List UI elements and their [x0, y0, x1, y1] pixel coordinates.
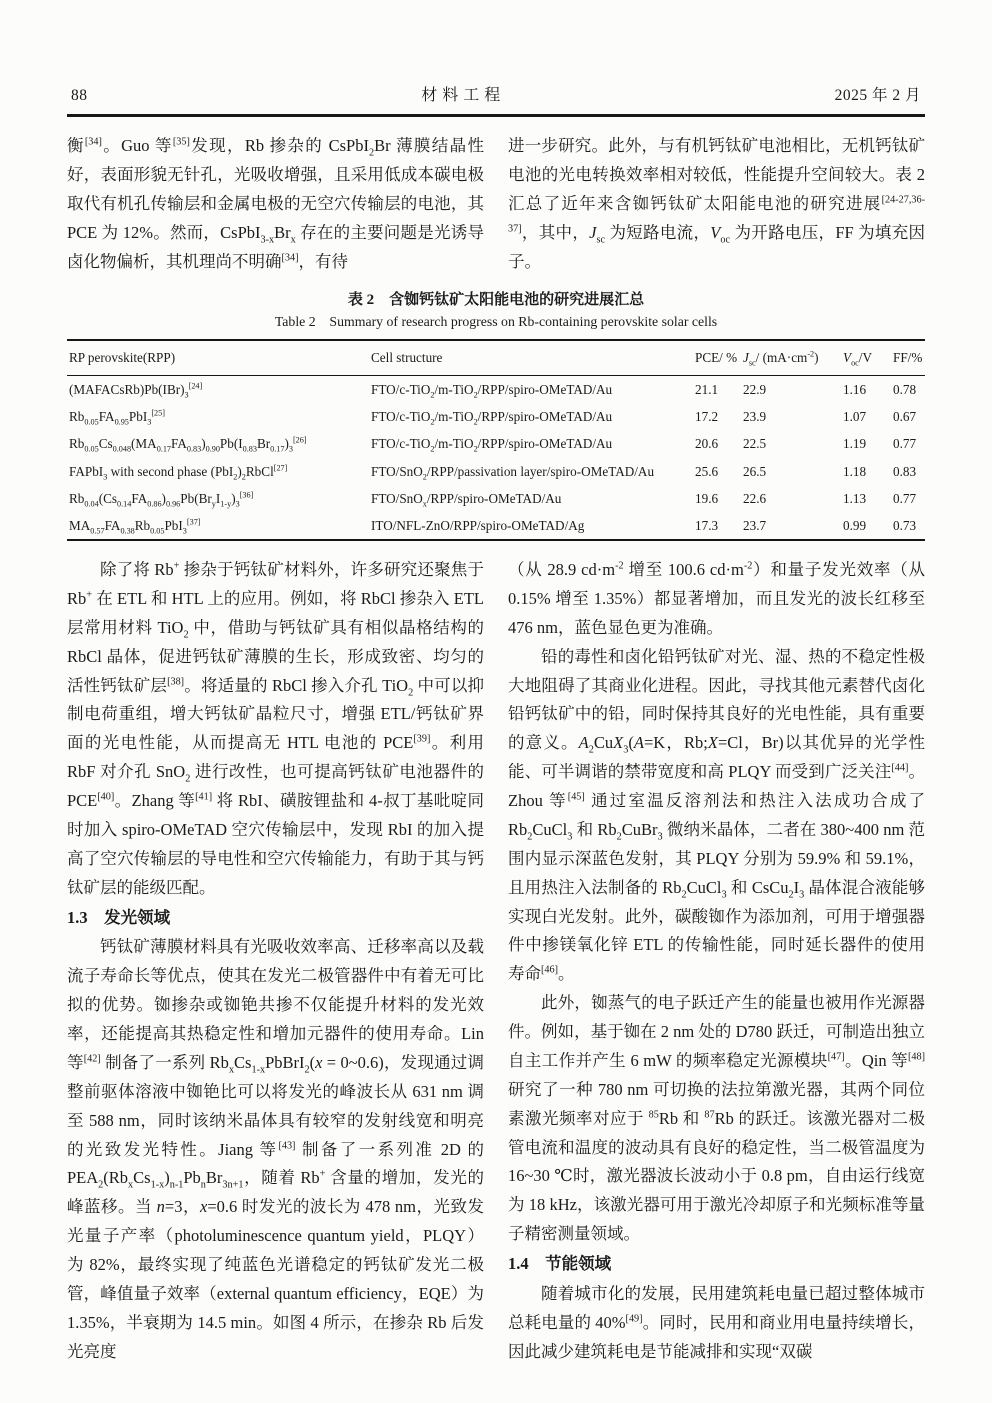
table-cell: 0.77: [893, 436, 917, 452]
table-cell: 21.1: [695, 382, 719, 398]
header-rule: [67, 114, 925, 117]
table-cell: 0.83: [893, 463, 917, 479]
running-head: [67, 82, 925, 114]
table-cell: 1.16: [843, 382, 867, 398]
table-header-cell: Cell structure: [369, 340, 693, 375]
top-right-column: [508, 132, 925, 276]
table-cell: 0.67: [893, 409, 917, 425]
issue-date: 2025 年 2 月: [834, 87, 921, 104]
paragraph: 钙钛矿薄膜材料具有光吸收效率高、迁移率高以及载流子寿命长等优点，使其在发光二极管器件中有着无可比拟的优势。铷掺杂或铷铯共掺不仅能提升材料的发光效率，还能提高其热稳定性和增加元器件的使用寿命。Lin 等[42] 制备了一系列 $Rb_xCs_{1-x}PbBrI_2(x$ = 0~0.6)，发现通过调整前驱体溶液中铷铯比可以将发光的峰波长从 631 nm 调至 588 nm，同时该纳米晶体具有较窄的发射线宽和明亮的光致发光特性。Jiang 等[43] 制备了一系列准 2D 的 $PEA_2(Rb_xCs_{1-x})_{n-1}Pb_nBr_{3n+1}$，随着 Rb+ 含量的增加，发光的峰蓝移。当 n=3，x=0.6 时发光的波长为 478 nm，光致发光量子产率（photoluminescence quantum yield，PLQY）为 82%，最终实现了纯蓝色光谱稳定的钙钛矿发光二极管，峰值量子效率（external quantum efficiency，EQE）为 1.35%，半衰期为 14.5 min。如图 4 所示，在掺杂 Rb 后发光亮度: [67, 937, 485, 1361]
table-title-cn: 表 2 含铷钙钛矿太阳能电池的研究进展汇总: [347, 292, 645, 309]
table-cell: ITO/NFL-ZnO/RPP/spiro-OMeTAD/Ag: [371, 517, 585, 533]
table-header-cell: $J_{sc}/$ $(mA\cdot cm^{-2})$: [741, 340, 841, 375]
table-cell: 22.6: [743, 490, 767, 506]
paragraph: 随着城市化的发展，民用建筑耗电量已超过整体城市总耗电量的 40%[49]。同时，民用和商业用电量持续增长，因此减少建筑耗电是节能减排和实现“双碳: [508, 1283, 925, 1361]
table-cell: $(MAFACsRb)Pb(IBr)_3[24]$: [69, 381, 203, 400]
paragraph: 铅的毒性和卤化铅钙钛矿对光、湿、热的不稳定性极大地阻碍了其商业化进程。因此，寻找其他元素替代卤化铅钙钛矿中的铅，同时保持其良好的光电性能，具有重要的意义。$A_2CuX_3(A=K$，Rb;X=Cl，Br)以其优异的光学性能、可半调谐的禁带宽度和高 PLQY 而受到广泛关注[44]。Zhou 等[45] 通过室温反溶剂法和热注入法成功合成了 $Rb_2CuCl_3$ 和 $Rb_2CuBr_3$ 微纳米晶体，二者在 380~400 nm 范围内显示深蓝色发射，其 PLQY 分别为 59.9% 和 59.1%，且用热注入法制备的 $Rb_2CuCl_3$ 和 $CsCu_2I_3$ 晶体混合液能够实现白光发射。此外，碳酸铷作为添加剂，可用于增强器件中掺镁氧化锌 ETL 的传输性能，同时延长器件的使用寿命[46]。: [508, 646, 926, 984]
top-left-column: [67, 132, 484, 276]
table-cell: 17.2: [695, 409, 719, 425]
table-cell: 0.77: [893, 490, 917, 506]
table-cell: 20.6: [695, 436, 719, 452]
paragraph: 除了将 Rb+ 掺杂于钙钛矿材料外，许多研究还聚焦于 Rb+ 在 ETL 和 HTL 上的应用。例如，将 RbCl 掺杂入 ETL 层常用材料 TiO$_2$ 中，借助与钙钛矿具有相似晶格结构的 RbCl 晶体，促进钙钛矿薄膜的生长，形成致密、均匀的活性钙钛矿层[38]。将适量的 RbCl 掺入介孔 TiO$_2$ 中可以抑制电荷重组，增大钙钛矿晶粒尺寸，增强 ETL/钙钛矿界面的光电性能，从而提高无 HTL 电池的 PCE[39]。利用 RbF 对介孔 SnO$_2$ 进行改性，也可提高钙钛矿电池器件的 PCE[40]。Zhang 等[41] 将 RbI、磺胺锂盐和 4-叔丁基吡啶同时加入 spiro-OMeTAD 空穴传输层中，发现 RbI 的加入提高了空穴传输层的导电性和空穴传输能力，有助于其与钙钛矿层的能级匹配。: [67, 560, 485, 897]
table-header-cell: RP perovskite(RPP): [67, 340, 369, 375]
table-cell: 26.5: [743, 463, 767, 479]
table-row: [67, 458, 925, 485]
journal-title: 材 料 工 程: [421, 87, 501, 104]
table-cell: 1.19: [843, 436, 867, 452]
table-cell: 1.13: [843, 490, 867, 506]
table-cell: 0.78: [893, 382, 917, 398]
table-header-cell: PCE/ %: [693, 340, 741, 375]
table-row: [67, 376, 925, 404]
table-cell: 22.9: [743, 382, 767, 398]
table-cell: 1.18: [843, 463, 867, 479]
table-cell: FTO/c-TiO$_2$/m-TiO$_2$/RPP/spiro-OMeTAD/Au: [371, 436, 613, 455]
section-heading-1-3: 1.3 发光领域: [67, 907, 171, 927]
table-cell: $Rb_{0.04}(Cs_{0.14}FA_{0.86})_{0.96}Pb(Br_yI_{1-y})_3[36]$: [69, 490, 254, 509]
table-header-row: [67, 340, 925, 375]
table-cell: 25.6: [695, 463, 719, 479]
table-cell: FTO/c-TiO$_2$/m-TiO$_2$/RPP/spiro-OMeTAD/Au: [371, 382, 613, 400]
bottom-right-column: [508, 556, 925, 1367]
research-progress-table: [67, 339, 925, 541]
table-cell: $Rb_{0.05}FA_{0.95}PbI_3[25]$: [69, 408, 165, 427]
table-cell: 0.99: [843, 517, 867, 533]
paper-page: [67, 0, 925, 1367]
table-cell: FTO/SnO$_2$/RPP/passivation layer/spiro-OMeTAD/Au: [371, 463, 655, 482]
page-number: 88: [71, 87, 88, 104]
paragraph: 衡[34]。Guo 等[35]发现，Rb 掺杂的 CsPbI$_2$Br 薄膜结晶性好，表面形貌无针孔，光吸收增强，且采用低成本碳电极取代有机孔传输层和金属电极的无空穴传输层的电池，其 PCE 为 12%。然而，$CsPbI_{3-x}Br_x$ 存在的主要问题是光诱导卤化物偏析，其机理尚不明确[34]，有待: [67, 136, 485, 271]
table-cell: 17.3: [695, 517, 719, 533]
table-cell: 0.73: [893, 517, 917, 533]
table-row: [67, 430, 925, 457]
table-title-en: Table 2 Summary of research progress on Rb-containing perovskite solar cells: [274, 314, 718, 330]
bottom-left-column: [67, 556, 484, 1367]
table-cell: FTO/c-TiO$_2$/m-TiO$_2$/RPP/spiro-OMeTAD/Au: [371, 409, 613, 427]
bottom-two-column-section: [67, 556, 925, 1367]
table-header-cell: FF/%: [891, 340, 925, 375]
table-cell: FTO/SnO$_x$/RPP/spiro-OMeTAD/Au: [371, 490, 562, 509]
table-cell: $MA_{0.57}FA_{0.38}Rb_{0.05}PbI_3[37]$: [69, 517, 201, 536]
table-header-cell: $V_{oc}/V$: [841, 340, 891, 375]
paragraph: 此外，铷蒸气的电子跃迁产生的能量也被用作光源器件。例如，基于铷在 2 nm 处的 D780 跃迁，可制造出独立自主工作并产生 6 mW 的频率稳定光源模块[47]。Qin 等[48] 研究了一种 780 nm 可切换的法拉第激光器，其两个同位素激光频率对应于 $^{85}$Rb 和 $^{87}$Rb 的跃迁。该激光器对二极管电流和温度的波动具有良好的稳定性，当二极管温度为 16~30 ℃时，激光器波长波动小于 0.8 pm，自由运行线宽为 18 kHz，该激光器可用于激光冷却原子和光频标准等量子精密测量领域。: [508, 993, 925, 1244]
top-two-column-section: [67, 132, 925, 276]
paragraph: 进一步研究。此外，与有机钙钛矿电池相比，无机钙钛矿电池的光电转换效率相对较低，性能提升空间较大。表 2 汇总了近年来含铷钙钛矿太阳能电池的研究进展[24-27,36-37]，其中，$J_{sc}$ 为短路电流，$V_{oc}$ 为开路电压，FF 为填充因子。: [508, 136, 926, 271]
table-cell: 1.07: [843, 409, 867, 425]
table-cell: 22.5: [743, 436, 767, 452]
table-row: [67, 512, 925, 540]
table-row: [67, 485, 925, 512]
table-body: [67, 376, 925, 540]
table-cell: FAPbI$_3$ with second phase $(PbI_2)_2RbCl[27]$: [69, 463, 288, 482]
table-cell: 19.6: [695, 490, 719, 506]
table-block: [67, 288, 925, 541]
table-cell: 23.7: [743, 517, 767, 533]
table-cell: $Rb_{0.05}Cs_{0.048}(MA_{0.17}FA_{0.83})_{0.90}Pb(I_{0.83}Br_{0.17})_3[26]$: [69, 436, 307, 455]
table-row: [67, 403, 925, 430]
section-heading-1-4: 1.4 节能领域: [508, 1254, 612, 1274]
paragraph: （从 28.9 $cd\cdot m^{-2}$ 增至 100.6 $cd\cdot m^{-2}$）和量子发光效率（从 0.15% 增至 1.35%）都显著增加，而且发光的波长红移至 476 nm，蓝色显色更为准确。: [508, 560, 926, 637]
table-cell: 23.9: [743, 409, 767, 425]
